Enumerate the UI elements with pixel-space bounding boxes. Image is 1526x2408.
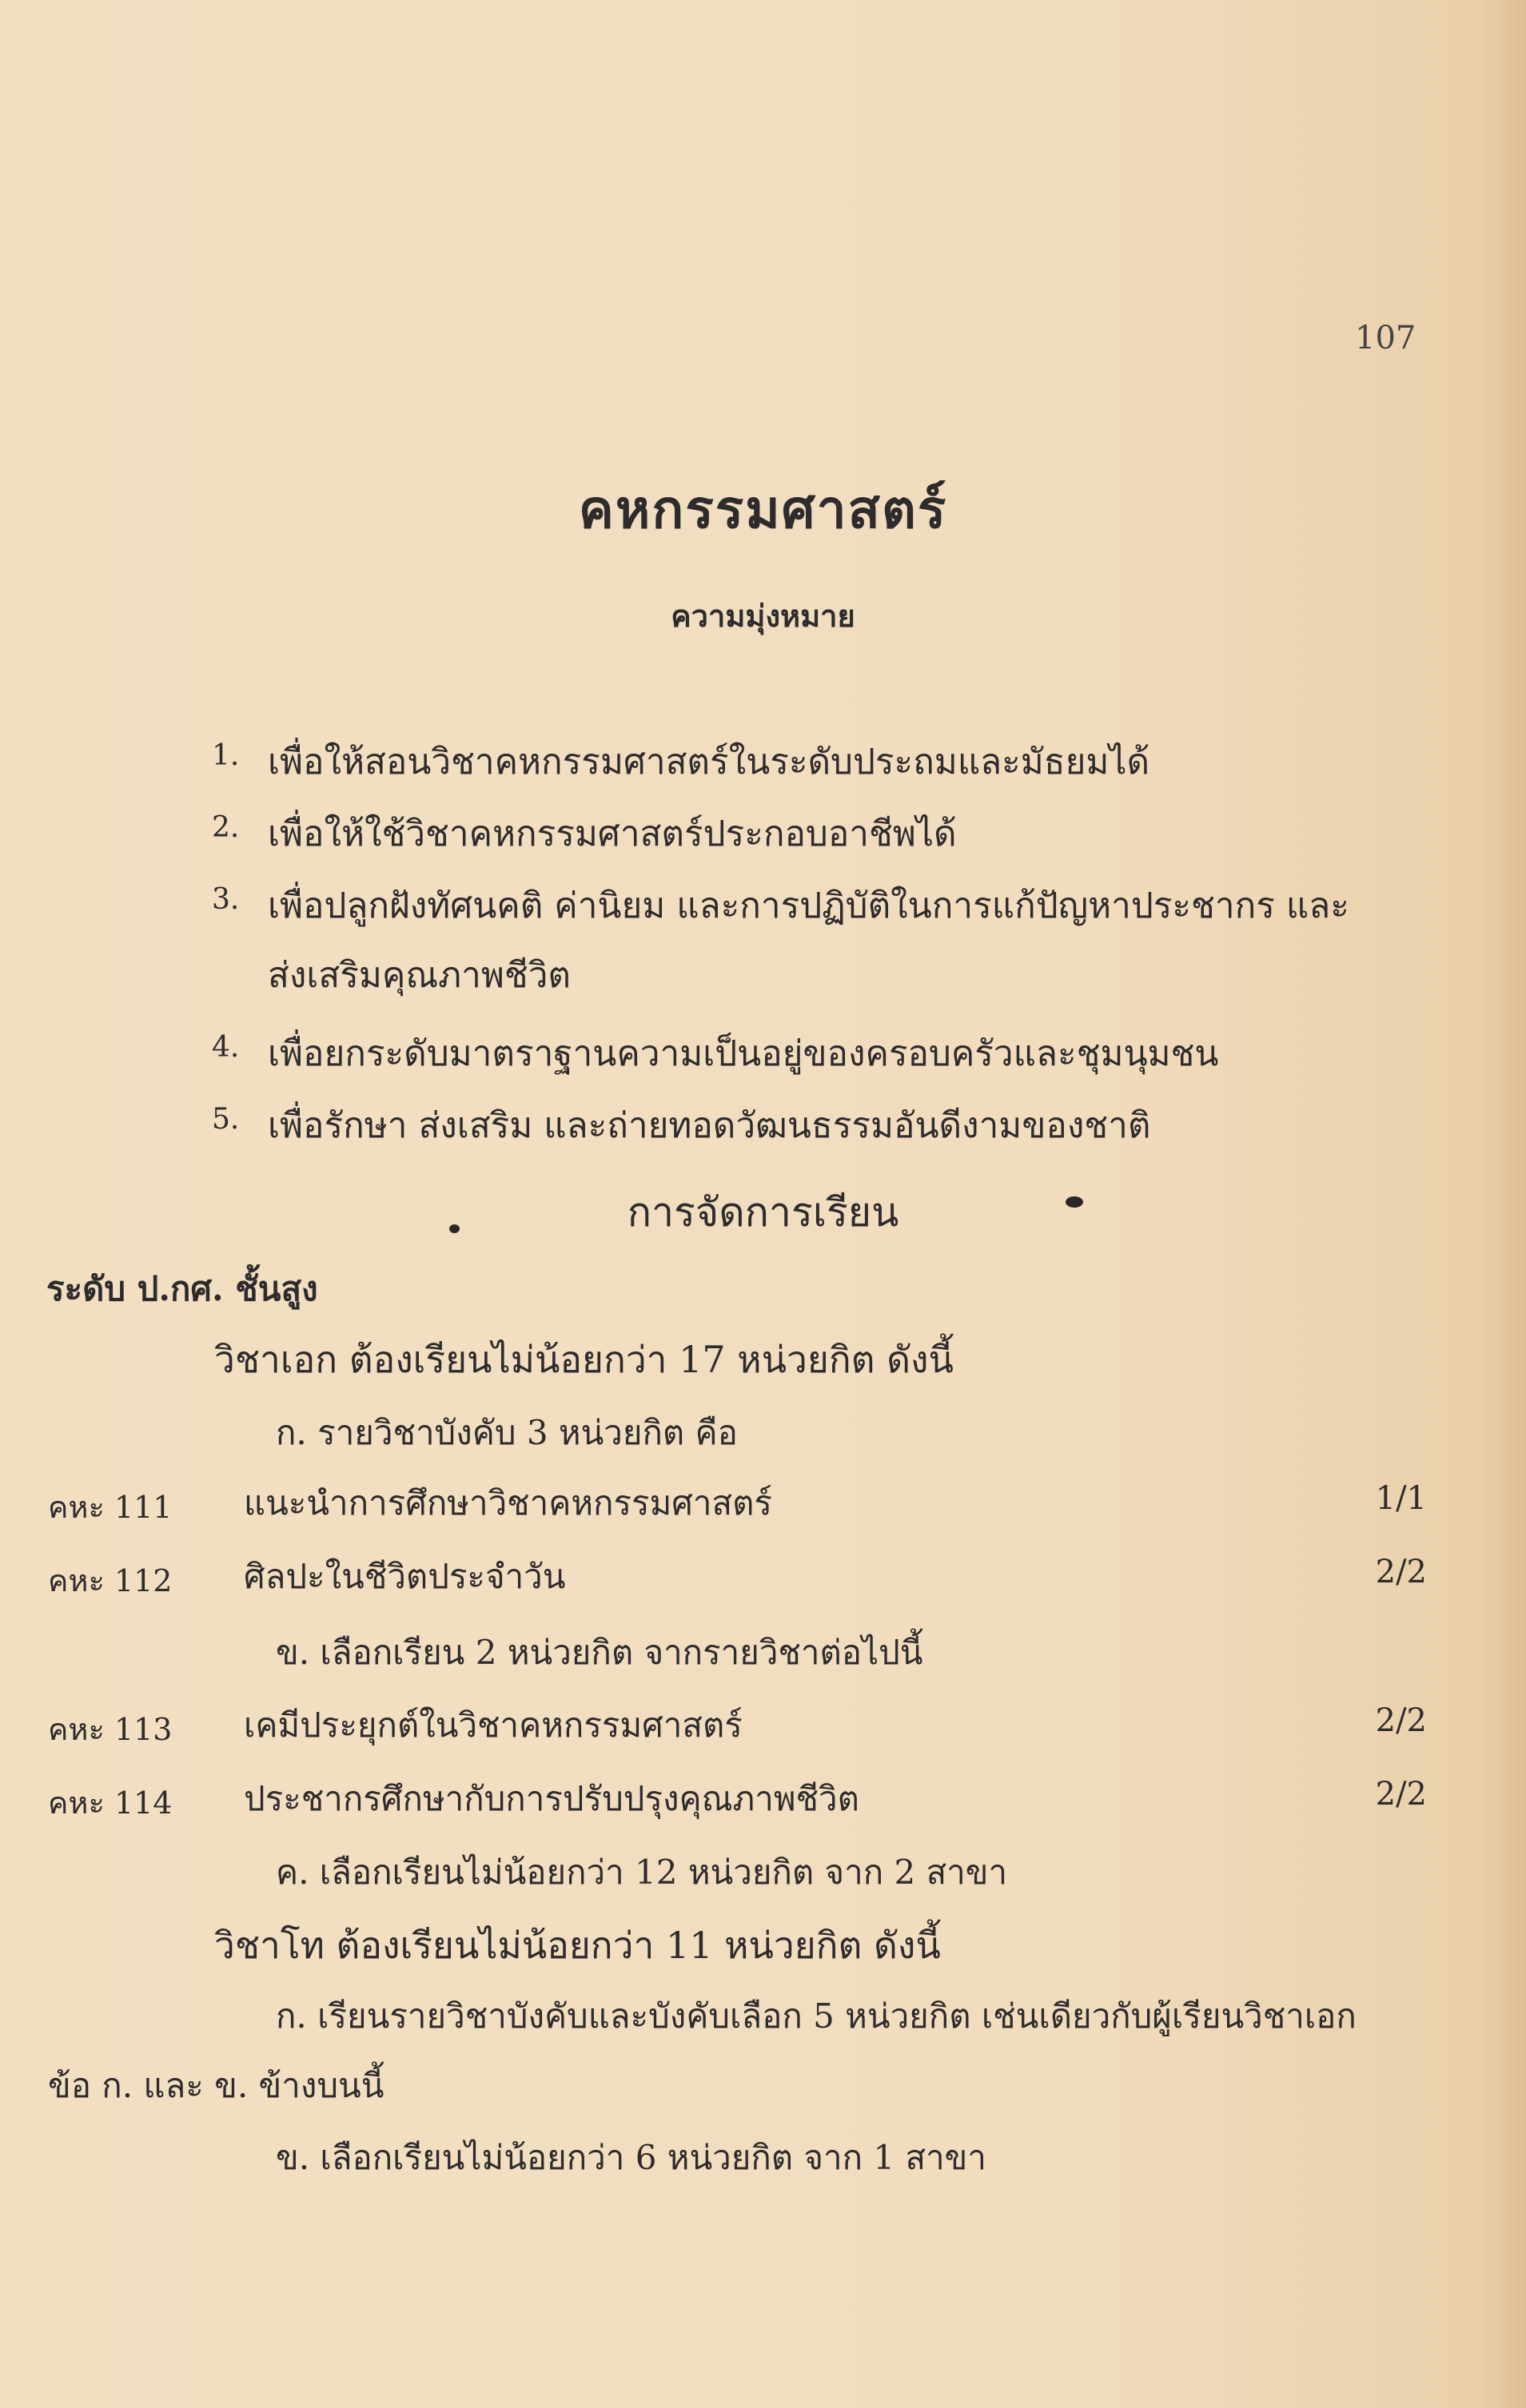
objective-text-continued: ส่งเสริมคุณภาพชีวิต	[268, 955, 571, 996]
ink-blot	[449, 1224, 460, 1233]
objective-text: เพื่อยกระดับมาตราฐานความเป็นอยู่ของครอบครัวและชุมนุมชน	[268, 1033, 1219, 1074]
objective-text: เพื่อปลูกฝังทัศนคติ ค่านิยม และการปฏิบัติในการแก้ปัญหาประชากร และ	[268, 886, 1349, 926]
objective-number: 2.	[212, 811, 240, 844]
objective-text: เพื่อให้ใช้วิชาคหกรรมศาสตร์ประกอบอาชีพได้	[268, 814, 957, 854]
objective-number: 1.	[212, 739, 240, 772]
course-name: ศิลปะในชีวิตประจำวัน	[244, 1557, 566, 1596]
minor-group-a-continued: ข้อ ก. และ ข. ข้างบนนี้	[48, 2066, 384, 2105]
objective-number: 4.	[212, 1031, 240, 1064]
course-credit: 1/1	[1375, 1480, 1427, 1517]
major-group-c: ค. เลือกเรียนไม่น้อยกว่า 12 หน่วยกิต จาก 2 สาขา	[276, 1853, 1008, 1892]
minor-group-a: ก. เรียนรายวิชาบังคับและบังคับเลือก 5 หน่วยกิต เช่นเดียวกับผู้เรียนวิชาเอก	[276, 1996, 1357, 2036]
course-credit: 2/2	[1375, 1776, 1427, 1813]
course-code: คหะ 111	[48, 1490, 173, 1525]
course-code: คหะ 114	[48, 1785, 173, 1821]
objective-text: เพื่อให้สอนวิชาคหกรรมศาสตร์ในระดับประถมและมัธยมได้	[268, 742, 1150, 782]
course-name: ประชากรศึกษากับการปรับปรุงคุณภาพชีวิต	[244, 1779, 859, 1818]
objective-number: 5.	[212, 1103, 240, 1136]
curriculum-heading: การจัดการเรียน	[627, 1189, 899, 1236]
course-credit: 2/2	[1375, 1554, 1427, 1590]
major-heading: วิชาเอก ต้องเรียนไม่น้อยกว่า 17 หน่วยกิต ดังนี้	[214, 1338, 954, 1381]
course-code: คหะ 113	[48, 1712, 173, 1747]
major-group-b: ข. เลือกเรียน 2 หน่วยกิต จากรายวิชาต่อไปนี้	[276, 1633, 923, 1672]
page-number: 107	[1355, 320, 1416, 356]
level-heading: ระดับ ป.กศ. ชั้นสูง	[46, 1269, 318, 1308]
objectives-heading: ความมุ่งหมาย	[671, 598, 855, 634]
page-title: คหกรรมศาสตร์	[578, 478, 948, 540]
major-group-a: ก. รายวิชาบังคับ 3 หน่วยกิต คือ	[276, 1413, 738, 1452]
course-credit: 2/2	[1375, 1702, 1427, 1739]
course-code: คหะ 112	[48, 1563, 173, 1598]
minor-heading: วิชาโท ต้องเรียนไม่น้อยกว่า 11 หน่วยกิต ดังนี้	[214, 1924, 941, 1967]
course-name: แนะนำการศึกษาวิชาคหกรรมศาสตร์	[244, 1483, 772, 1522]
minor-group-b: ข. เลือกเรียนไม่น้อยกว่า 6 หน่วยกิต จาก 1 สาขา	[276, 2138, 986, 2177]
objective-text: เพื่อรักษา ส่งเสริม และถ่ายทอดวัฒนธรรมอันดีงามของชาติ	[268, 1105, 1151, 1146]
objective-number: 3.	[212, 883, 240, 916]
ink-blot	[1066, 1196, 1083, 1208]
course-name: เคมีประยุกต์ในวิชาคหกรรมศาสตร์	[244, 1706, 743, 1745]
